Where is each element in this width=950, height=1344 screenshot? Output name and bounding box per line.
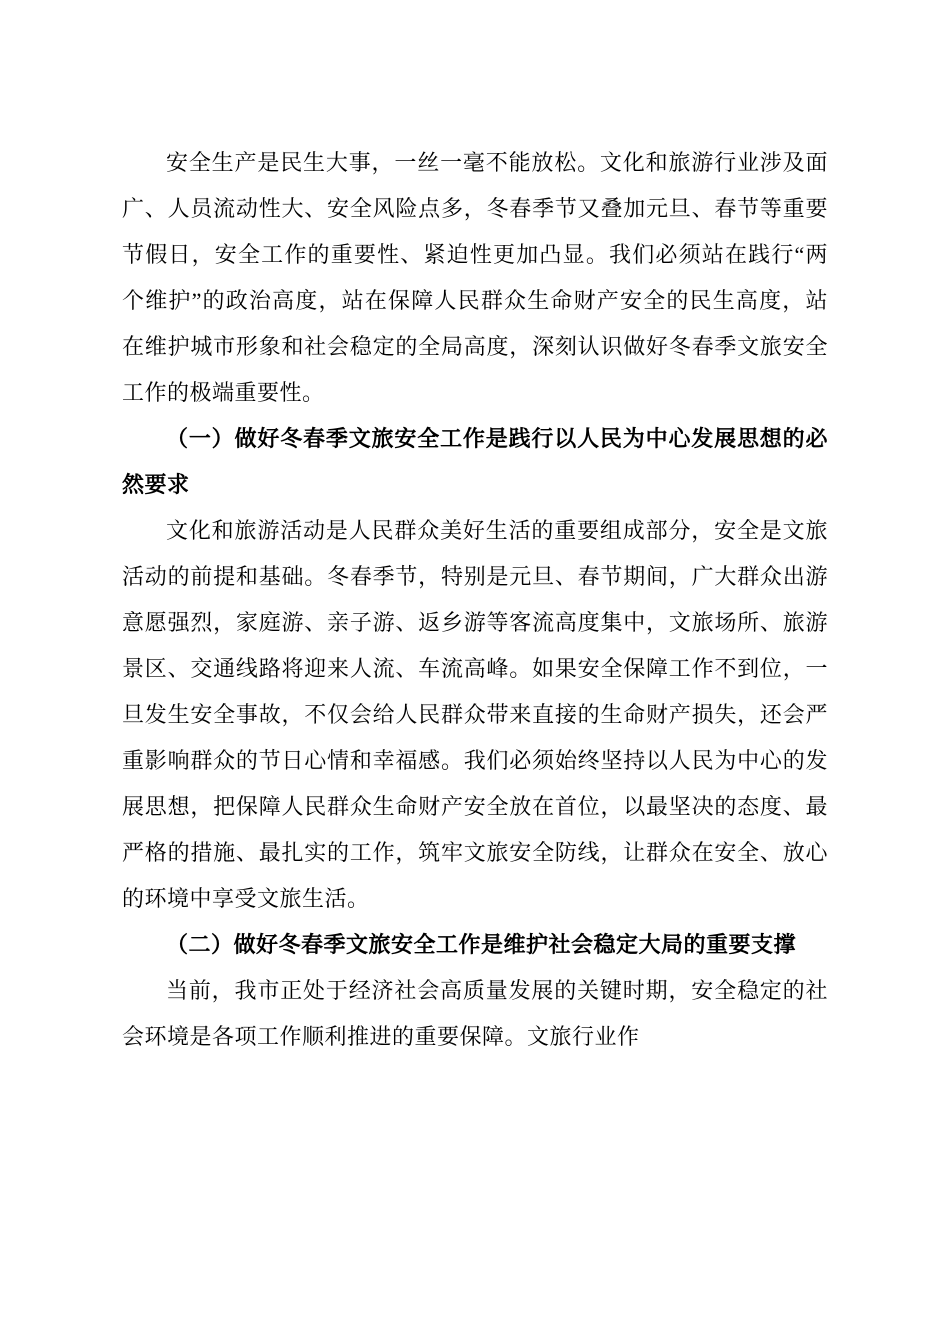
section-heading-2: （二）做好冬春季文旅安全工作是维护社会稳定大局的重要支撑 xyxy=(166,932,797,957)
section-heading-1: （一）做好冬春季文旅安全工作是践行以人民为中心发展思想的必然要求 xyxy=(122,426,828,497)
paragraph: 安全生产是民生大事，一丝一毫不能放松。文化和旅游行业涉及面广、人员流动性大、安全风险点多，冬春季节又叠加元旦、春节等重要节假日，安全工作的重要性、紧迫性更加凸显。我们必须站在践行“两个维护”的政治高度，站在保障人民群众生命财产安全的民生高度，站在维护城市形象和社会稳定的全局高度，深刻认识做好冬春季文旅安全工作的极端重要性。 xyxy=(122,150,828,405)
paragraph: 文化和旅游活动是人民群众美好生活的重要组成部分，安全是文旅活动的前提和基础。冬春季节，特别是元旦、春节期间，广大群众出游意愿强烈，家庭游、亲子游、返乡游等客流高度集中，文旅场所、旅游景区、交通线路将迎来人流、车流高峰。如果安全保障工作不到位，一旦发生安全事故，不仅会给人民群众带来直接的生命财产损失，还会严重影响群众的节日心情和幸福感。我们必须始终坚持以人民为中心的发展思想，把保障人民群众生命财产安全放在首位，以最坚决的态度、最严格的措施、最扎实的工作，筑牢文旅安全防线，让群众在安全、放心的环境中享受文旅生活。 xyxy=(122,518,828,911)
document-body xyxy=(122,140,828,1060)
paragraph: 当前，我市正处于经济社会高质量发展的关键时期，安全稳定的社会环境是各项工作顺利推进的重要保障。文旅行业作 xyxy=(122,978,828,1049)
